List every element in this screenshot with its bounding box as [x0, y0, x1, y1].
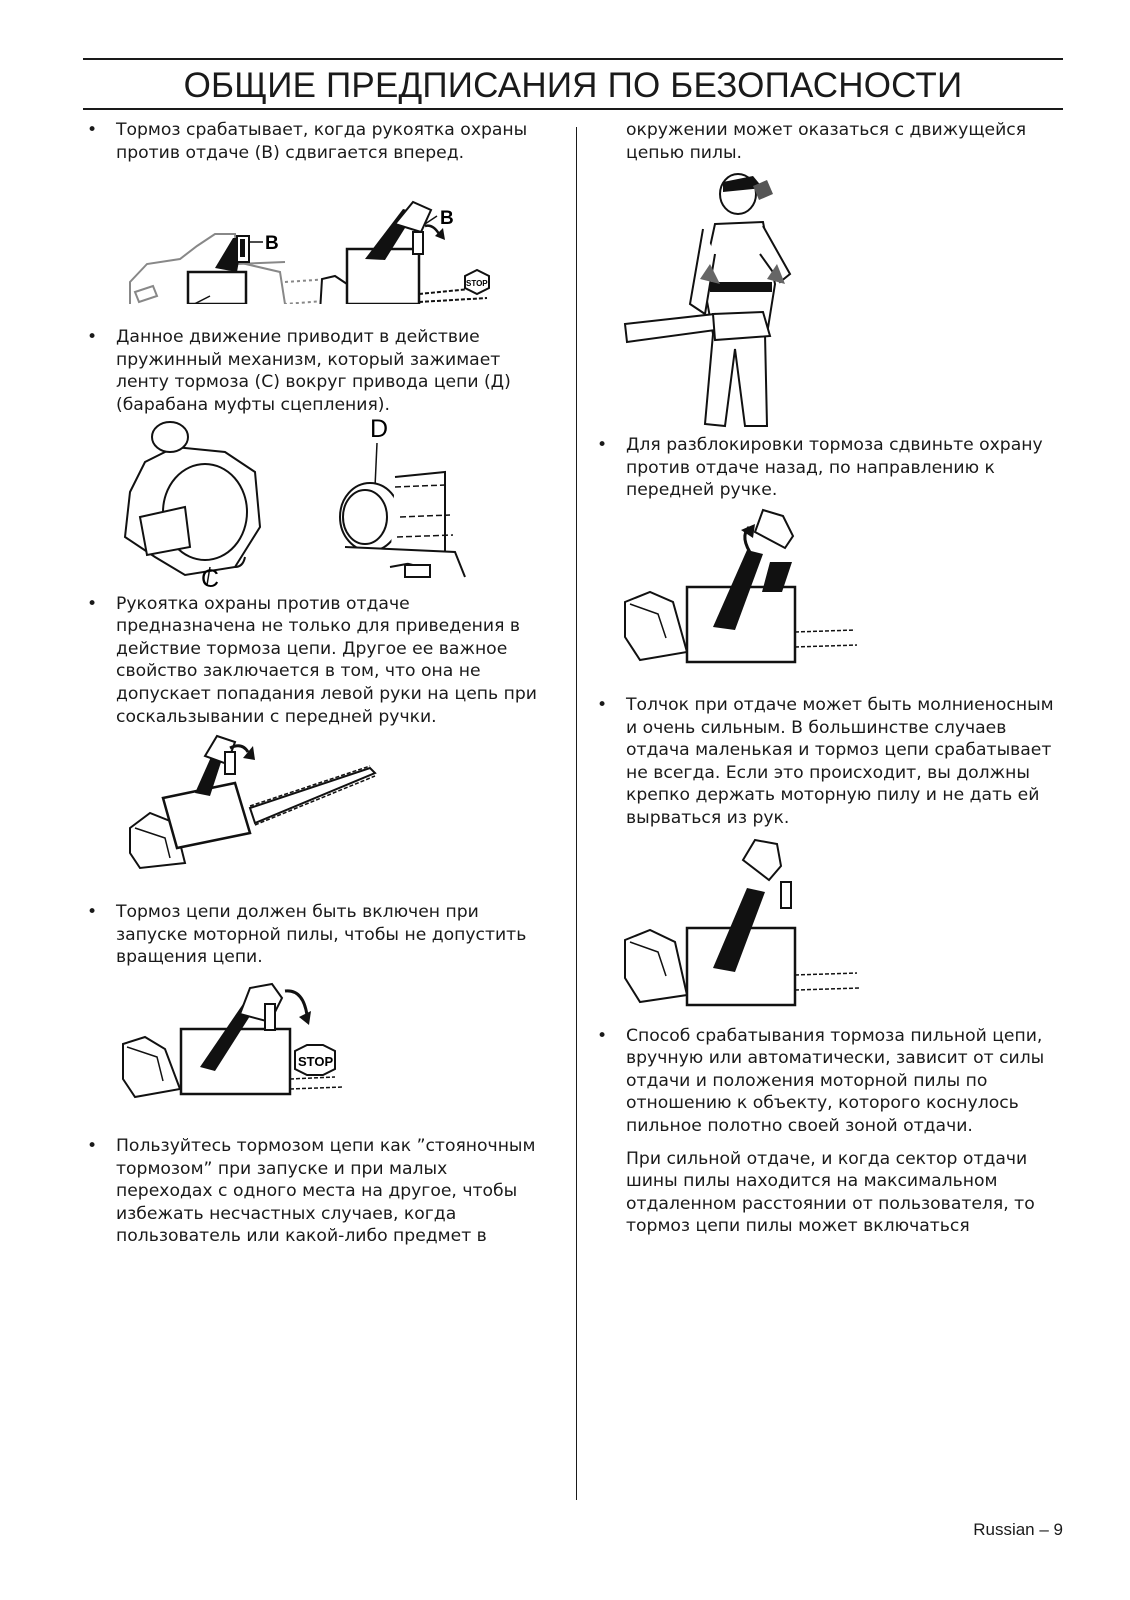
- bullet-brake-trigger: • Тормоз срабатывает, когда рукоятка охраны против отдаче (B) сдвигается вперед.: [85, 119, 545, 164]
- label-b-right: B: [440, 208, 454, 230]
- page-title: ОБЩИЕ ПРЕДПИСАНИЯ ПО БЕЗОПАСНОСТИ: [183, 66, 963, 105]
- saw-guard-illustration: [85, 164, 545, 304]
- label-c: C: [201, 564, 220, 589]
- top-rule: [83, 58, 1063, 60]
- figure-brake-band: [85, 417, 545, 589]
- figure-hand-slip: [85, 728, 545, 893]
- right-column: [595, 119, 1055, 1238]
- bullet-parking-brake: • Пользуйтесь тормозом цепи как ”стояночным тормозом” при запуске и при малых переходах с одного места на другое, чтобы избежать несчастных случаев, когда пользователь или какой-либо предмет в: [85, 1135, 545, 1248]
- left-column: [85, 119, 545, 1248]
- operator-illustration: [595, 164, 1055, 434]
- figure-kickback: [595, 830, 1055, 1015]
- unlock-brake-illustration: [595, 502, 1055, 682]
- bullet-kickback-force: • Толчок при отдаче может быть молниеносным и очень сильным. В большинстве случаев отдача маленькая и тормоз цепи срабатывает не всегда. Если это происходит, вы должны крепко держать моторную пилу и не дать ей вырваться из рук.: [595, 694, 1055, 830]
- brake-band-illustration: [85, 417, 545, 589]
- hand-slip-illustration: [85, 728, 545, 893]
- kickback-illustration: [595, 830, 1055, 1015]
- column-divider: [576, 127, 577, 1500]
- bullet-brake-activation-mode: • Способ срабатывания тормоза пильной цепи, вручную или автоматически, зависит от силы отдачи и положения моторной пилы по отношению к объекту, которого коснулось пильное полотно своей зоной отдачи.: [595, 1025, 1055, 1138]
- label-d: D: [370, 416, 389, 443]
- start-brake-illustration: [85, 969, 545, 1129]
- bullet-guard-purpose: • Рукоятка охраны против отдаче предназначена не только для приведения в действие тормоза цепи. Другое ее важное свойство заключается в том, что она не допускает попадания левой руки на цепь при соскальзывании с передней ручки.: [85, 593, 545, 729]
- label-b-left: B: [265, 233, 279, 255]
- bullet-unlock-brake: • Для разблокировки тормоза сдвиньте охрану против отдаче назад, по направлению к передней ручке.: [595, 434, 1055, 502]
- bullet-start-engaged: • Тормоз цепи должен быть включен при запуске моторной пилы, чтобы не допустить вращения цепи.: [85, 901, 545, 969]
- bullet-spring-mechanism: • Данное движение приводит в действие пружинный механизм, который зажимает ленту тормоза (С) вокруг привода цепи (Д) (барабана муфты сцепления).: [85, 326, 545, 416]
- stop-sign-text-top: STOP: [466, 279, 488, 289]
- page-number: Russian – 9: [973, 1520, 1063, 1539]
- continued-text: окружении может оказаться с движущейся цепью пилы.: [626, 120, 1027, 163]
- figure-unlock-brake: [595, 502, 1055, 682]
- figure-kickback-guard-forward: [85, 164, 545, 304]
- title-underline: [83, 108, 1063, 110]
- paragraph-strong-kickback: При сильной отдаче, и когда сектор отдачи шины пилы находится на максимальном отдаленном расстоянии от пользователя, то тормоз цепи пилы может включаться: [626, 1148, 1035, 1237]
- stop-sign-text: STOP: [298, 1053, 334, 1069]
- figure-operator: [595, 164, 1055, 434]
- figure-start-with-brake: [85, 969, 545, 1129]
